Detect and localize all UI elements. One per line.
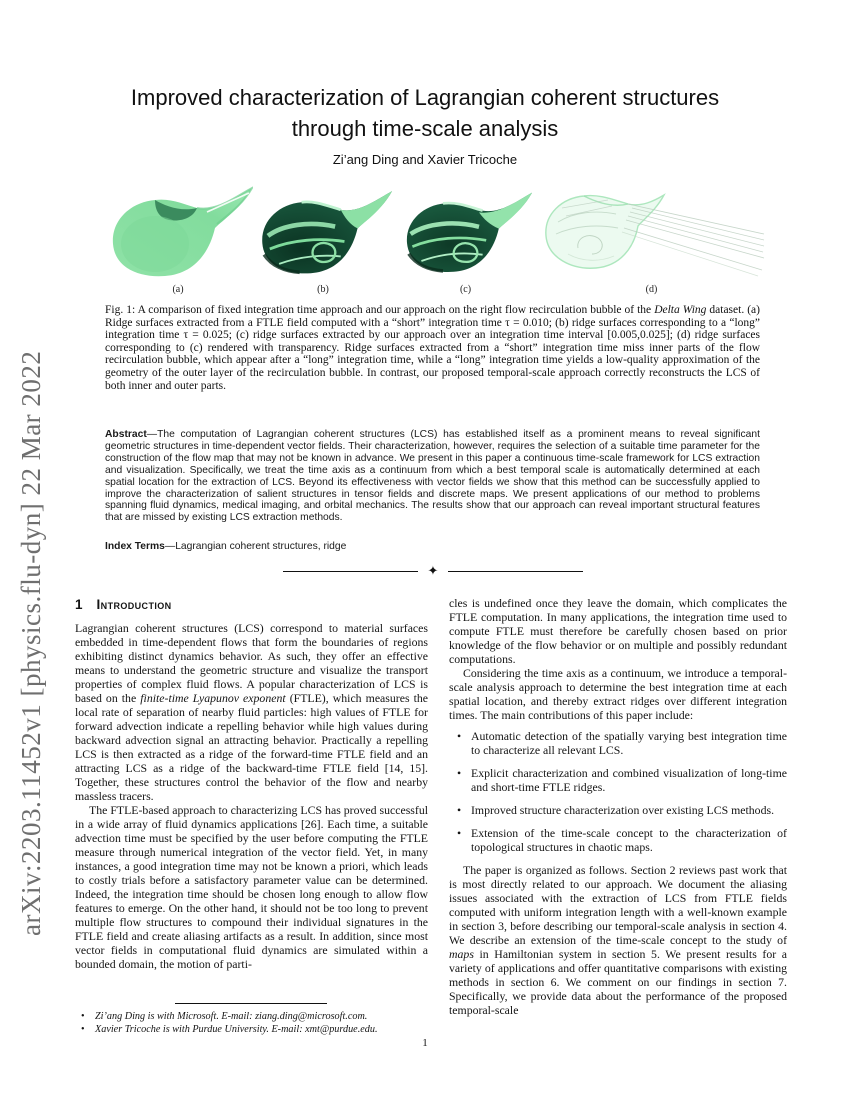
separator-rule-left: [283, 571, 418, 572]
paper-title-line2: through time-scale analysis: [291, 116, 559, 141]
intro-paragraph-4: Considering the time axis as a continuum, we introduce a temporal-scale analysis approach to determine the best integration time at each spatial location, and thereby extract ridges over different integration times. The main contributions of this paper include:: [449, 666, 787, 722]
section-separator: [283, 563, 583, 578]
intro-paragraph-5: The paper is organized as follows. Section 2 reviews past work that is most directly related to our approach. We document the aliasing issues associated with the extraction of LCS from FTLE fields computed with uniform integration length with a well-known example in section 3, before describing our temporal-scale analysis in section 4. We describe an extension of the time-scale concept to the study of maps in Hamiltonian system in section 5. We present results for a variety of applications and offer quantitative comparisons with existing methods in section 6. We comment on our findings in section 7. Specifically, we provide data about the performance of the proposed temporal-scale: [449, 863, 787, 1017]
left-column: [75, 596, 428, 1038]
figure-caption-dataset: Delta Wing: [654, 304, 707, 316]
section-title: Introduction: [96, 597, 172, 612]
abstract-label: Abstract: [105, 429, 147, 440]
figure-subimage-c: [393, 186, 538, 295]
footnote-rule: [175, 1003, 327, 1004]
footnote-list: [81, 1010, 428, 1036]
index-terms-text: —Lagrangian coherent structures, ridge: [164, 541, 347, 552]
bullet-icon: •: [81, 1024, 85, 1035]
contribution-item: • Explicit characterization and combined visualization of long-time and short-time FTLE ridges.: [457, 766, 787, 794]
paper-title: [0, 82, 850, 144]
section-number: 1: [75, 597, 83, 612]
section-heading: [75, 598, 428, 612]
bullet-icon: •: [457, 803, 462, 817]
index-terms-label: Index Terms: [105, 541, 165, 552]
figure-caption-body1: A comparison of fixed integration time approach and our approach on the right flow recirculation bubble of the: [135, 304, 655, 316]
paper-authors: Zi’ang Ding and Xavier Tricoche: [332, 152, 518, 167]
maps-term-italic: maps: [449, 947, 474, 961]
page-number: 1: [422, 1037, 428, 1049]
ridge-surface-transparent-image: [538, 186, 765, 282]
intro-paragraph-1: Lagrangian coherent structures (LCS) correspond to material surfaces embedded in time-dependent flows that form the boundaries of regions exhibiting distinct dynamics behavior. As such, they offer an effective means to understand the geometric structure and visualize the transport properties of complex fluid flows. A popular characterization of LCS is based on the finite-time Lyapunov exponent (FTLE), which measures the local rate of separation of nearby fluid particles: high values of FTLE for forward advection indicate a repelling behavior while high values during backward advection signal an attracting behavior. Practically a repelling LCS is then extracted as a ridge of the forward-time FTLE field and an attracting LCS as a ridge of the backward-time FTLE field [14, 15]. Together, these structures control the behavior of the flow and nearby massless tracers.: [75, 621, 429, 803]
paper-title-line1: Improved characterization of Lagrangian coherent structures: [130, 85, 720, 110]
figure-subimage-b: [253, 186, 393, 295]
footnote-author-2: • Xavier Tricoche is with Purdue University. E-mail: xmt@purdue.edu.: [81, 1024, 378, 1035]
ftle-term-italic: finite-time Lyapunov exponent: [140, 691, 286, 705]
abstract-text: —The computation of Lagrangian coherent structures (LCS) has established itself as a prominent means to reveal significant geometric structures in time-dependent vector fields. Their characterization, however, requires the selection of a suitable time parameter for the construction of the flow map that may not be known in advance. We present in this paper a continuous time-scale framework for LCS extraction and visualization. Specifically, we treat the time axis as a continuum from which a best temporal scale is automatically determined at each spatial location for the extraction of LCS. Beyond its effectiveness with vector fields we show that this method can be successfully applied to improve the characterization of salient structures in tensor fields and discrete maps. We present applications of our method to problems spanning fluid dynamics, medical imaging, and orbital mechanics. The results show that our approach can reveal important structural features that are missed by existing LCS extraction methods.: [105, 429, 760, 524]
figure-caption-prefix: Fig. 1:: [105, 304, 136, 316]
contribution-item: • Automatic detection of the spatially varying best integration time to characterize all relevant LCS.: [457, 729, 787, 757]
figure-caption-body2: dataset. (a) Ridge surfaces extracted from a FTLE field computed with a “short” integration time τ = 0.010; (b) ridge surfaces corresponding to a “long” integration time τ = 0.025; (c) ridge surfaces extracted by our approach over an integration time interval [0.005,0.025]; (d) ridge surfaces corresponding to (c) rendered with transparency. Ridge surfaces extracted from a “short” integration time miss inner parts of the flow recirculation bubble, which appear after a “long” integration time, while a “long” integration time yields a low-quality approximation of the geometry of the outer layer of the recirculation bubble. In contrast, our proposed temporal-scale approach correctly reconstructs the LCS of both inner and outer parts.: [105, 304, 760, 392]
footnote-block: [75, 1003, 428, 1036]
bullet-icon: •: [457, 729, 462, 743]
intro-paragraph-2: The FTLE-based approach to characterizing LCS has proved successful in a wide array of fluid dynamics applications [26]. Each time, a suitable advection time must be specified by the user before computing the FTLE measure through numerical integration of the vector field. Yet, in many instances, a good integration time may not be known a priori, which leads to costly trials before a satisfactory parameter value can be determined. Indeed, the integration time should be chosen long enough to allow flow features to emerge. On the other hand, it should not be too long to prevent multiple flow structures to compound their individual signatures in the FTLE field and create aliasing artifacts as a result. In addition, since most vector fields in computational fluid dynamics are simulated within a bounded domain, the motion of parti-: [75, 803, 428, 971]
subfigure-label-d: (d): [645, 284, 658, 295]
arxiv-watermark: arXiv:2203.11452v1 [physics.flu-dyn] 22 Mar 2022: [16, 350, 46, 936]
bullet-icon: •: [81, 1011, 85, 1022]
contribution-item: • Extension of the time-scale concept to the characterization of topological structures in chaotic maps.: [457, 826, 787, 854]
figure-caption: [105, 304, 760, 392]
ridge-surface-long-time-image: [253, 186, 393, 282]
bullet-icon: •: [457, 826, 462, 840]
footnote-author-1: • Zi’ang Ding is with Microsoft. E-mail: ziang.ding@microsoft.com.: [81, 1011, 368, 1022]
intro-paragraph-3: cles is undefined once they leave the domain, which complicates the FTLE computation. In many applications, the integration time used to compute FTLE must therefore be carefully chosen based on prior knowledge of the flow behavior or on multiple and possibly redundant computations.: [449, 596, 787, 666]
body-columns: [75, 596, 787, 1038]
ridge-surface-short-time-image: [103, 186, 253, 282]
contribution-item: • Improved structure characterization over existing LCS methods.: [457, 803, 775, 817]
bullet-icon: •: [457, 766, 462, 780]
teaser-figure: [103, 186, 765, 295]
separator-rule-right: [448, 571, 583, 572]
subfigure-label-a: (a): [172, 284, 184, 295]
contributions-list: [455, 729, 787, 854]
figure-subimage-a: [103, 186, 253, 295]
abstract: [105, 429, 760, 524]
diamond-icon: ✦: [427, 563, 439, 578]
subfigure-label-b: (b): [317, 284, 329, 295]
ridge-surface-timescale-image: [398, 186, 533, 282]
right-column: [449, 596, 787, 1038]
figure-subimage-d: [538, 186, 765, 295]
index-terms: [105, 541, 760, 552]
subfigure-label-c: (c): [459, 284, 472, 295]
